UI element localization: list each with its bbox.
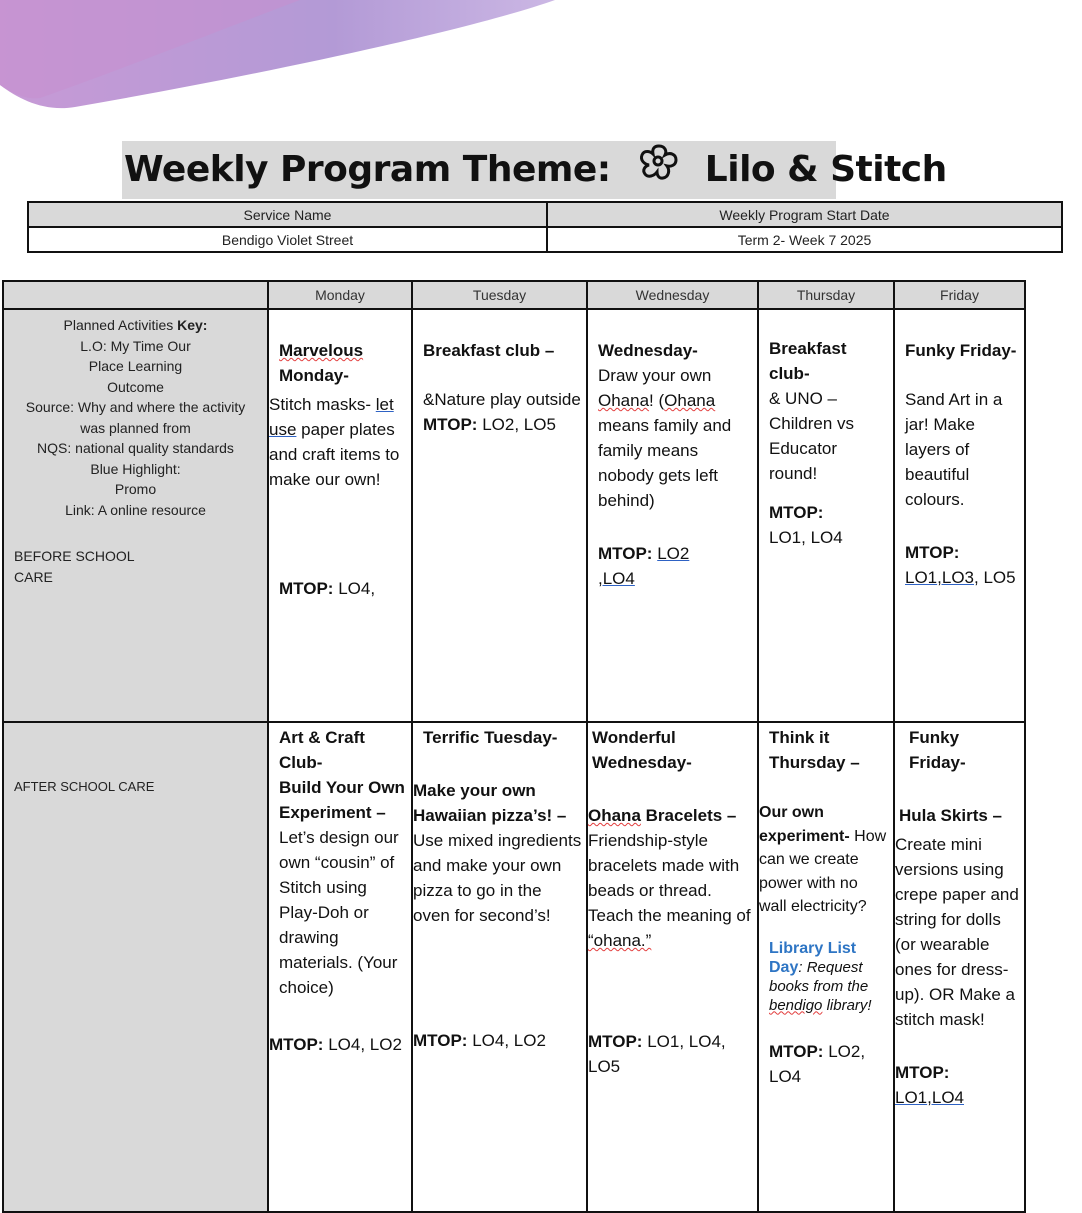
- key-line: Source: Why and where the activity: [25, 399, 246, 415]
- after-monday-cell: Art & Craft Club- Build Your Own Experiment – Let’s design our own “cousin” of Stitch using Play-Doh or drawing materials. (Your choice) MTOP: LO4, LO2: [268, 722, 412, 1212]
- before-school-care-label: BEFORE SCHOOL CARE: [14, 548, 135, 585]
- mtop-after-wednesday: MTOP: LO1, LO4, LO5: [588, 1032, 726, 1076]
- corner-cell: [3, 281, 268, 309]
- title-theme: Lilo & Stitch: [704, 149, 947, 190]
- start-date-header: Weekly Program Start Date: [547, 202, 1062, 227]
- key-line: NQS: national quality standards: [37, 440, 234, 456]
- after-friday-cell: Funky Friday- Hula Skirts – Create mini versions using crepe paper and string for dolls (or wearable ones for dress-up). OR Make a stitch mask! MTOP: LO1,LO4: [894, 722, 1025, 1212]
- key-line: was planned from: [80, 419, 191, 436]
- library-list-day-promo: Library List Day: [769, 939, 857, 976]
- day-header-tuesday: Tuesday: [412, 281, 587, 309]
- decorative-purple-shape: [0, 0, 600, 120]
- page-title: [122, 141, 947, 199]
- day-header-wednesday: Wednesday: [587, 281, 758, 309]
- key-line: Promo: [114, 481, 157, 497]
- mtop-before-monday: MTOP: LO4,: [279, 579, 376, 598]
- after-school-care-label: AFTER SCHOOL CARE: [14, 779, 155, 794]
- day-header-monday: Monday: [268, 281, 412, 309]
- service-info-table: [27, 201, 1063, 253]
- service-name-value: Bendigo Violet Street: [28, 227, 547, 252]
- before-thursday-cell: Breakfast club- & UNO – Children vs Educator round! MTOP: LO1, LO4: [758, 309, 894, 722]
- key-line: L.O: My Time Our: [80, 337, 191, 354]
- mtop-after-friday: MTOP: LO1,LO4: [895, 1063, 964, 1107]
- key-line: Link: A online resource: [65, 501, 206, 518]
- mtop-before-wednesday: MTOP: LO2 ,LO4: [598, 544, 690, 588]
- before-tuesday-cell: Breakfast club – &Nature play outside MTOP: LO2, LO5: [412, 309, 587, 722]
- service-name-header: Service Name: [28, 202, 547, 227]
- title-prefix: Weekly Program Theme:: [124, 149, 611, 190]
- key-cell: [3, 309, 268, 722]
- weekly-program-table: [2, 280, 1026, 1213]
- key-line: Place Learning: [88, 358, 183, 374]
- after-school-label-cell: [3, 722, 268, 1212]
- key-line: Blue Highlight:: [90, 460, 181, 477]
- key-title: Planned Activities Key:: [63, 317, 208, 333]
- after-thursday-cell: Think it Thursday – Our own experiment- How can we create power with no wall electricity? Library List Day: Request books from the bendigo library! MTOP: LO2, LO4: [758, 722, 894, 1212]
- mtop-after-thursday: MTOP: LO2, LO4: [769, 1041, 866, 1086]
- planned-activities-key: [4, 310, 267, 520]
- day-header-friday: Friday: [894, 281, 1025, 309]
- day-header-thursday: Thursday: [758, 281, 894, 309]
- after-tuesday-cell: Terrific Tuesday- Make your own Hawaiian pizza’s! – Use mixed ingredients and make your own pizza to go in the oven for second’s! MTOP: LO4, LO2: [412, 722, 587, 1212]
- mtop-before-thursday: MTOP: LO1, LO4: [769, 503, 843, 547]
- before-monday-cell: Marvelous Monday- Stitch masks- let use paper plates and craft items to make our own! MTOP: LO4,: [268, 309, 412, 722]
- after-wednesday-cell: Wonderful Wednesday- Ohana Bracelets – Friendship-style bracelets made with beads or thread. Teach the meaning of “ohana.” MTOP: LO1, LO4, LO5: [587, 722, 758, 1212]
- before-wednesday-cell: Wednesday- Draw your own Ohana! (Ohana means family and family means nobody gets left behind) MTOP: LO2 ,LO4: [587, 309, 758, 722]
- before-friday-cell: Funky Friday- Sand Art in a jar! Make layers of beautiful colours. MTOP: LO1,LO3, LO5: [894, 309, 1025, 722]
- mtop-after-monday: MTOP: LO4, LO2: [269, 1035, 402, 1054]
- hibiscus-flower-icon: [637, 142, 681, 200]
- mtop-before-friday: MTOP: LO1,LO3, LO5: [905, 543, 1016, 587]
- mtop-before-tuesday: MTOP: LO2, LO5: [423, 415, 556, 434]
- key-line: Outcome: [107, 378, 164, 395]
- mtop-after-tuesday: MTOP: LO4, LO2: [413, 1031, 546, 1050]
- start-date-value: Term 2- Week 7 2025: [547, 227, 1062, 252]
